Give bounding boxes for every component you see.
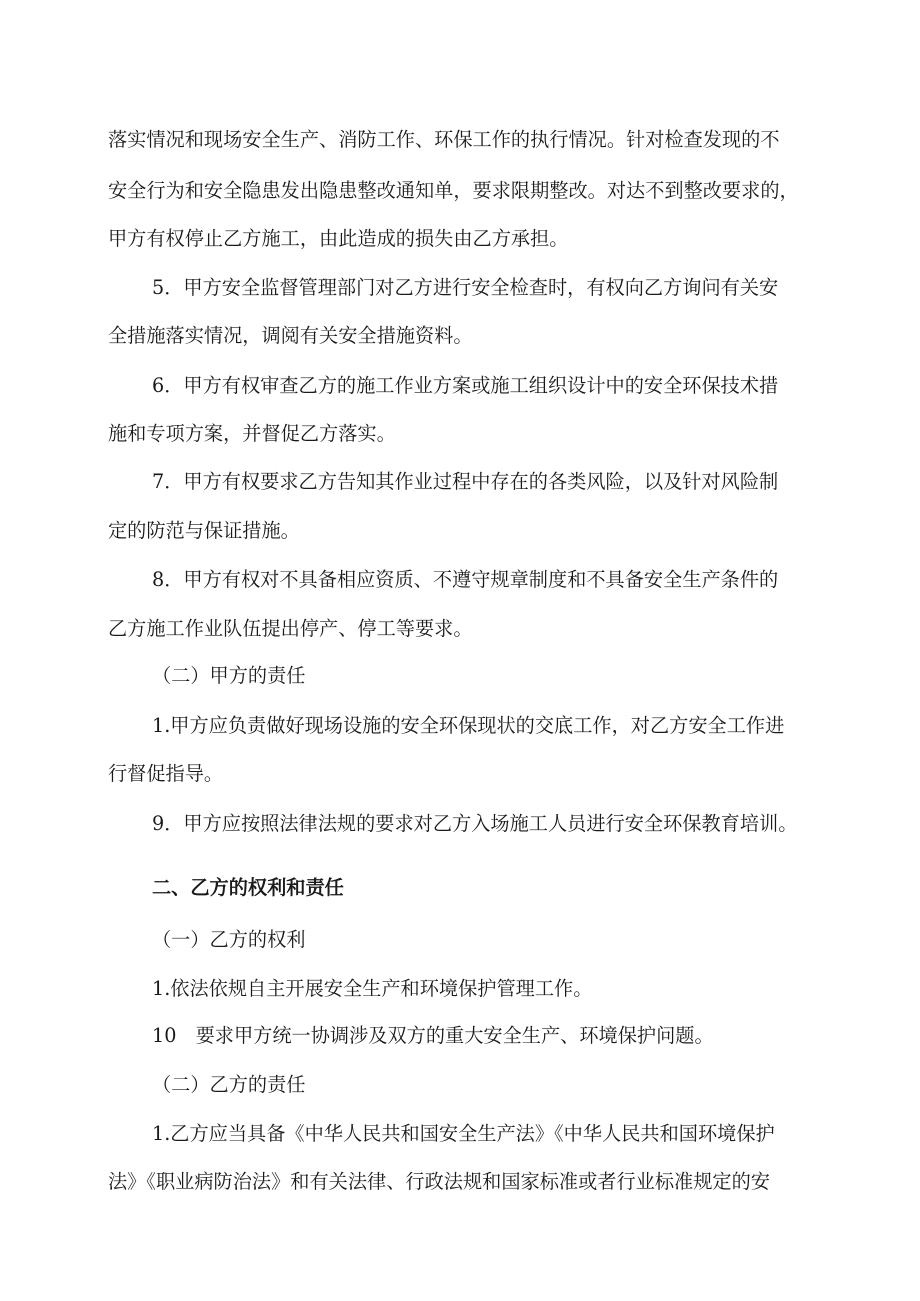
body-line: 乙方施工作业队伍提出停产、停工等要求。 (108, 617, 473, 640)
body-line: 甲方有权停止乙方施工，由此造成的损失由乙方承担。 (108, 227, 569, 250)
list-item: 6．甲方有权审查乙方的施工作业方案或施工组织设计中的安全环保技术措 (152, 374, 779, 397)
body-line: 定的防范与保证措施。 (108, 519, 300, 542)
body-line: 落实情况和现场安全生产、消防工作、环保工作的执行情况。针对检查发现的不 (108, 128, 780, 151)
body-line: 行督促指导。 (108, 762, 224, 785)
body-line: 法》《职业病防治法》和有关法律、行政法规和国家标准或者行业标准规定的安 (108, 1170, 770, 1193)
section-heading: 二、乙方的权利和责任 (152, 876, 344, 899)
list-item: 1.乙方应当具备《中华人民共和国安全生产法》《中华人民共和国环境保护 (152, 1122, 775, 1145)
body-line: 全措施落实情况，调阅有关安全措施资料。 (108, 324, 473, 347)
subsection-heading: （二）乙方的责任 (152, 1073, 306, 1096)
body-line: 安全行为和安全隐患发出隐患整改通知单，要求限期整改。对达不到整改要求的， (108, 179, 799, 202)
list-item: 7．甲方有权要求乙方告知其作业过程中存在的各类风险，以及针对风险制 (152, 470, 779, 493)
body-line: 施和专项方案，并督促乙方落实。 (108, 422, 396, 445)
subsection-heading: （一）乙方的权利 (152, 928, 306, 951)
list-item: 9．甲方应按照法律法规的要求对乙方入场施工人员进行安全环保教育培训。 (152, 812, 798, 835)
list-item: 5．甲方安全监督管理部门对乙方进行安全检查时，有权向乙方询问有关安 (152, 276, 779, 299)
list-item: 1.甲方应负责做好现场设施的安全环保现状的交底工作，对乙方安全工作进 (152, 714, 785, 737)
list-item: 1.依法依规自主开展安全生产和环境保护管理工作。 (152, 977, 593, 1000)
list-item: 8．甲方有权对不具备相应资质、不遵守规章制度和不具备安全生产条件的 (152, 568, 779, 591)
list-item: 10 要求甲方统一协调涉及双方的重大安全生产、环境保护问题。 (152, 1024, 714, 1047)
subsection-heading: （二）甲方的责任 (152, 664, 306, 687)
